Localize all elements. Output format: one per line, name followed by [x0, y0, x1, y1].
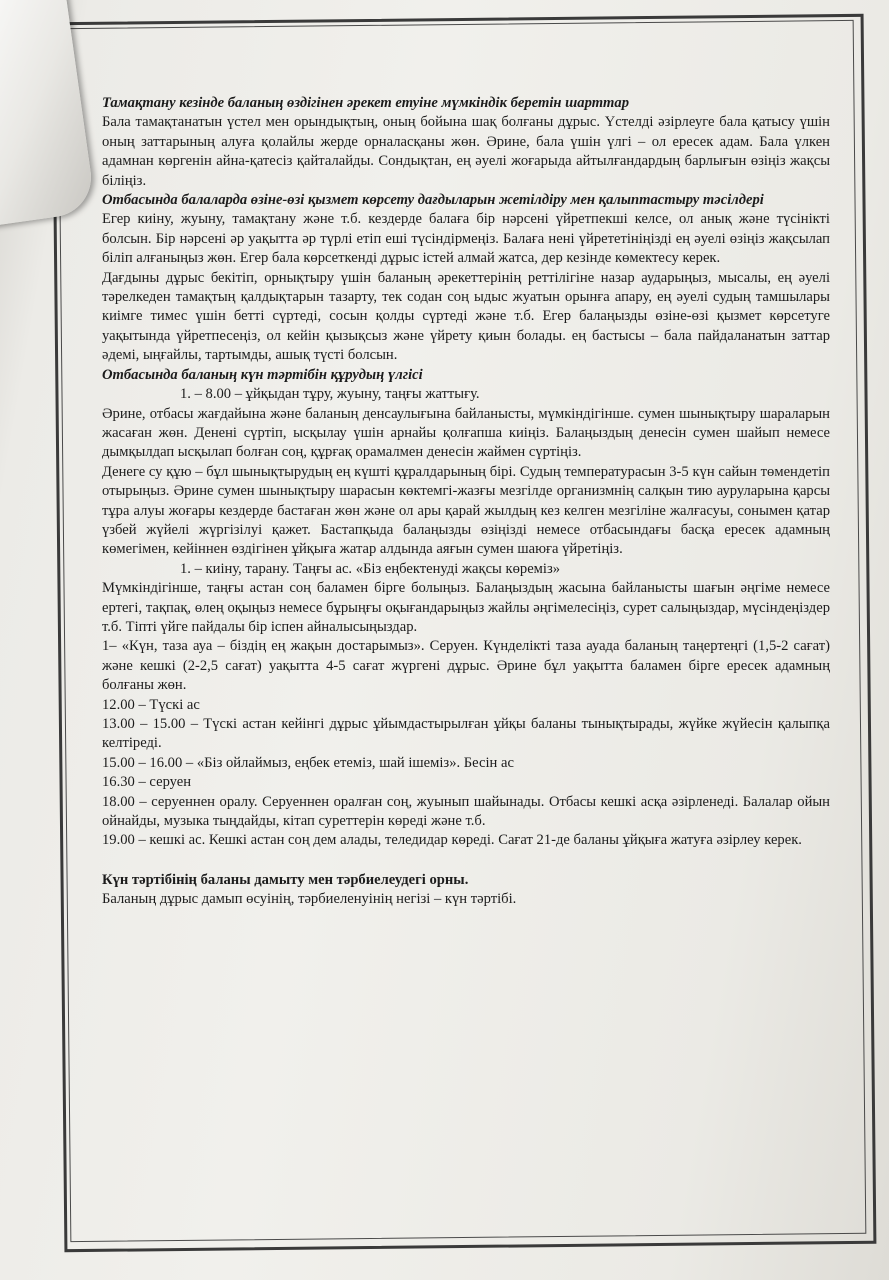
- schedule-dinner: 19.00 – кешкі ас. Кешкі астан соң дем алады, теледидар көреді. Сағат 21-де баланы ұйқыға жатуға әзірлеу керек.: [102, 832, 802, 849]
- paragraph-selfcare-1: Егер киіну, жуыну, тамақтану және т.б. кездерде балаға бір нәрсені үйретпекші келсе, ол анық және түсінікті болсын. Бір нәрсені әр уақытта әр түрлі етіп ешi түсіндірмеңіз. Балаға нені үйрететініңізді ең әуелі өзіңіз жақсылап біліп алғаныңыз жөн. Егер бала көрсеткенді дұрыс істей алмай жатса, дер кезінде көмектесу керек.: [102, 211, 830, 267]
- schedule-afternoon-tea: 15.00 – 16.00 – «Біз ойлаймыз, еңбек етеміз, шай ішеміз». Бесін ас: [102, 754, 514, 771]
- paragraph-after-breakfast: Мүмкіндігінше, таңғы астан соң баламен бірге болыңыз. Балаңыздың жасына байланысты шағын әңгіме немесе ертегі, тақпақ, өлең оқыңыз немесе бұрыңғы оқығандарыңыз жайлы әңгімелесіңіз, сурет салыңыздар, мүсіндеңіздер т.б. Тіпті үйге пайдалы бір іспен айналысыңыздар.: [102, 580, 830, 635]
- heading-daily-routine: Отбасында баланың күн тәртібін құрудың үлгісі: [102, 366, 423, 383]
- heading-selfcare-skills: Отбасында балаларда өзіне-өзі қызмет көрсету дағдыларын жетілдіру мен қалыптастыру тәсілдері: [102, 192, 764, 209]
- paragraph-routine-role: Баланың дұрыс дамып өсуінің, тәрбиеленуінің негізі – күн тәртібі.: [102, 891, 517, 908]
- routine-item-wakeup: 1. – 8.00 – ұйқыдан тұру, жуыну, таңғы жаттығу.: [180, 386, 480, 403]
- schedule-nap: 13.00 – 15.00 – Түскі астан кейінгі дұрыс ұйымдастырылған ұйқы баланы тынықтырады, жүйке жүйесін қалыпқа келтіреді.: [102, 716, 830, 752]
- heading-routine-role: Күн тәртібінің баланы дамыту мен тәрбиелеудегі орны.: [102, 871, 469, 888]
- paragraph-mealtime: Бала тамақтанатын үстел мен орындықтың, оның бойына шақ болғаны дұрыс. Үстелді әзірлеуге бала қатысу үшін оның заттарының алуға қолайлы жерде орналасқаны жөн. Әрине, бала үшін үлгі – ол ересек адам. Бала үлкен адамнан көргенін айна-қатесіз қайталайды. Сондықтан, ең әуелі жоғарыда айтылғандардың барлығын өзіңіз жақсы біліңіз.: [102, 114, 830, 189]
- paragraph-water-hardening-1: Әрине, отбасы жағдайына және баланың денсаулығына байланысты, мүмкіндігінше. сумен шынықтыру шараларын жасаған жөн. Денені сүртіп, ысқылау үшін арнайы қолғапша киіңіз. Балаңыздың денесін сумен шайып немесе дымқылдап ысқылап болған соң, құрғақ орамалмен денесін жаймен сүртіңіз.: [102, 405, 830, 461]
- routine-item-breakfast: 1. – киіну, тарану. Таңғы ас. «Біз еңбектенуді жақсы көреміз»: [180, 560, 561, 577]
- document-body: [102, 94, 830, 910]
- heading-mealtime-conditions: Тамақтану кезінде баланың өздігінен әрекет етуіне мүмкіндік беретін шарттар: [102, 95, 629, 111]
- schedule-return: 18.00 – серуеннен оралу. Серуеннен оралған соң, жуынып шайынады. Отбасы кешкі асқа әзірленеді. Балалар ойын ойнайды, музыка тыңдайды, кітап суреттерін көреді және т.б.: [102, 793, 830, 830]
- schedule-walk: 16.30 – серуен: [102, 774, 192, 791]
- paragraph-water-hardening-2: Денеге су құю – бұл шынықтырудың ең күшті құралдарының бірі. Судың температурасын 3-5 күн сайын төмендетіп отырыңыз. Әрине сумен шынықтыру шарасын көктемгі-жазғы мезгілде организмнің салқын тию ауруларына қарсы тұра алуы жоғары кездерде бастаған жөн және ол ары қарай жылдың кез келген мезгіліне жалғасуы, сонымен қатар үзбей жүйелі жүргізілуі қажет. Бастапқыда балаңызды өзіңізді немесе отбасындағы басқа ересек адамның көмегімен, кейіннен өздігінен ұйқыға жатар алдында аяғын сумен шаюға үйретіңіз.: [102, 463, 830, 558]
- schedule-lunch: 12.00 – Түскі ас: [102, 696, 200, 713]
- paragraph-walk: 1– «Күн, таза ауа – біздің ең жақын достарымыз». Серуен. Күнделікті таза ауада баланың таңертеңгі (1,5-2 сағат) және кешкі (2-2,5 сағат) уақытта 4-5 сағат жүргені дұрыс. Әрине бұл уақытта баламен бірге ересек адамның болғаны жөн.: [102, 638, 830, 694]
- paragraph-selfcare-2: Дағдыны дұрыс бекітіп, орнықтыру үшін баланың әрекеттерінің реттілігіне назар аударыңыз, мысалы, ең әуелі тәрелкеден тамақтың қалдықтарын тазарту, тек содан соң ыдыс жуатын орынға апару, ең әуелі судың тамшылары киімге тимес үшін бетті сүртеді, сосын қолды сүртеді және т.б. Егер балаңызды өзіне-өзі қызмет көрсетуге уақытында үйретпесеңіз, ол кейін қызықсыз және үйрету қиын болады. ең бастысы – бала пайдаланатын заттар әдемі, ыңғайлы, тартымды, ашық түсті болсын.: [102, 269, 830, 364]
